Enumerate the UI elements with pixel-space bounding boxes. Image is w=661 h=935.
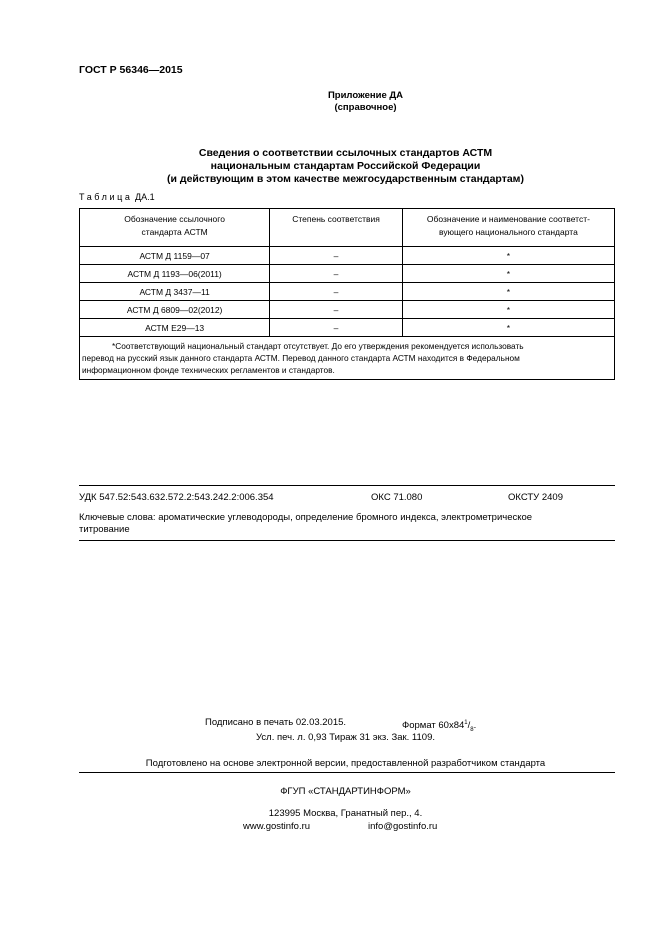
annex-type: (справочное) <box>334 102 397 113</box>
table-row <box>80 283 615 301</box>
cell-degree: – <box>270 247 403 265</box>
annex-heading <box>35 90 661 114</box>
keywords <box>79 512 619 536</box>
cell-national: * <box>402 319 614 337</box>
format-prefix: Формат 60х84 <box>402 720 465 732</box>
table-header-row <box>80 209 615 247</box>
section-title-line3: (и действующим в этом качестве межгосударственным стандартам) <box>167 173 524 185</box>
section-title-line1: Сведения о соответствии ссылочных стандартов АСТМ <box>198 147 493 159</box>
cell-degree: – <box>270 319 403 337</box>
table-row <box>80 319 615 337</box>
header-national <box>402 209 614 247</box>
cell-standard: АСТМ Д 6809—02(2012) <box>80 301 270 319</box>
table-row <box>80 265 615 283</box>
keywords-line2: титрование <box>79 524 130 535</box>
header-national-line1: Обозначение и наименование соответст- <box>426 214 590 224</box>
header-national-line2: вующего национального стандарта <box>439 227 578 237</box>
divider-bottom <box>79 540 615 541</box>
keywords-line1: Ключевые слова: ароматические углеводороды, определение бромного индекса, электрометрическое <box>79 512 533 523</box>
format-sub: 8 <box>470 727 474 734</box>
email-link[interactable]: info@gostinfo.ru <box>368 821 438 832</box>
section-title <box>15 147 661 186</box>
website-link[interactable]: www.gostinfo.ru <box>243 821 311 832</box>
divider-top <box>79 485 615 486</box>
footnote-line1: *Соответствующий национальный стандарт отсутствует. До его утверждения рекомендуется использовать <box>112 341 524 351</box>
paper-format: Формат $60х84^1/_8$. <box>402 720 477 734</box>
print-info: Усл. печ. л. 0,93 Тираж 31 экз. Зак. 1109. <box>256 732 435 743</box>
section-title-line2: национальным стандартам Российской Федерации <box>210 160 481 172</box>
table-label <box>79 192 155 202</box>
cell-standard: АСТМ Д 1159—07 <box>80 247 270 265</box>
cell-national: * <box>402 301 614 319</box>
oks-code: ОКС 71.080 <box>371 492 423 503</box>
footnote-line2: перевод на русский язык данного стандарта АСТМ. Перевод данного стандарта АСТМ находится в Федеральном <box>82 353 520 363</box>
publisher-address: 123995 Москва, Гранатный пер., 4. <box>268 808 423 819</box>
oksty-code: ОКСТУ 2409 <box>508 492 563 503</box>
format-suffix: . <box>473 720 477 732</box>
cell-standard: АСТМ Д 1193—06(2011) <box>80 265 270 283</box>
cell-degree: – <box>270 283 403 301</box>
udk-code: УДК 547.52:543.632.572.2:543.242.2:006.354 <box>79 492 274 503</box>
cell-national: * <box>402 265 614 283</box>
cell-national: * <box>402 247 614 265</box>
publisher: ФГУП «СТАНДАРТИНФОРМ» <box>280 786 411 797</box>
divider-imprint <box>79 772 615 773</box>
table-footnote-row <box>80 337 615 380</box>
header-standard-line2: стандарта АСТМ <box>141 227 208 237</box>
table-label-word: Таблица <box>79 192 133 202</box>
format-sup: 1 <box>464 720 468 726</box>
prepared-note: Подготовлено на основе электронной версии, предоставленной разработчиком стандарта <box>145 758 546 769</box>
table-row <box>80 301 615 319</box>
cell-degree: – <box>270 265 403 283</box>
cell-national: * <box>402 283 614 301</box>
signed-date: Подписано в печать 02.03.2015. <box>205 717 347 728</box>
footnote-line3: информационном фонде технических регламентов и стандартов. <box>82 365 335 375</box>
table-label-number: ДА.1 <box>135 192 155 202</box>
cell-standard: АСТМ Д 3437—11 <box>80 283 270 301</box>
header-standard-line1: Обозначение ссылочного <box>124 214 225 224</box>
cell-degree: – <box>270 301 403 319</box>
annex-title: Приложение ДА <box>327 90 404 101</box>
header-degree: Степень соответствия <box>270 209 403 247</box>
header-standard <box>80 209 270 247</box>
document-code: ГОСТ Р 56346—2015 <box>79 64 183 76</box>
table-row <box>80 247 615 265</box>
cell-standard: АСТМ Е29—13 <box>80 319 270 337</box>
table-footnote <box>80 337 615 380</box>
correspondence-table <box>79 208 615 380</box>
